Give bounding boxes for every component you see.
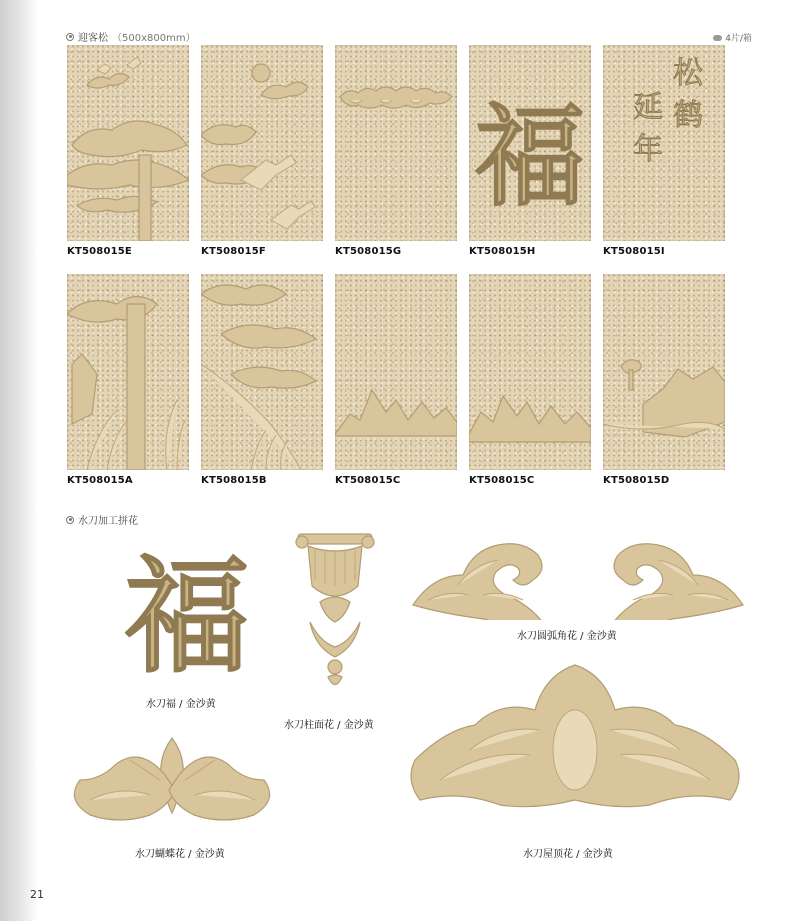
- box-icon: [713, 35, 722, 41]
- section-title: 迎客松: [78, 33, 108, 44]
- tile-code-a: KT508015A: [67, 475, 133, 486]
- ornament-corner: [408, 515, 748, 620]
- tile-c2: [469, 274, 591, 470]
- caption-roof: 水刀屋顶花 / 金沙黄: [523, 849, 613, 860]
- bullet-icon: [66, 516, 74, 524]
- tile-i: [603, 45, 725, 241]
- tile-code-f: KT508015F: [201, 246, 266, 257]
- ornament-fu: [125, 535, 250, 685]
- tile-code-h: KT508015H: [469, 246, 536, 257]
- ornament-roof: [400, 660, 750, 825]
- tile-i-glyph-2: 鹤: [673, 98, 703, 133]
- tile-d: [603, 274, 725, 470]
- tile-f: [201, 45, 323, 241]
- tile-i-glyph-1: 松: [673, 56, 703, 91]
- tile-b: [201, 274, 323, 470]
- tile-i-glyph-3: 延: [633, 90, 663, 125]
- tile-h-glyph: 福: [475, 92, 585, 221]
- section-size: （500x800mm）: [112, 33, 196, 44]
- bullet-icon: [66, 33, 74, 41]
- ornament-fu-glyph: 福: [125, 544, 250, 685]
- section-header-waterjet: [66, 512, 138, 527]
- tile-code-b: KT508015B: [201, 475, 267, 486]
- caption-column: 水刀柱面花 / 金沙黄: [284, 720, 374, 731]
- ornament-butterfly: [70, 730, 275, 835]
- caption-corner: 水刀圆弧角花 / 金沙黄: [517, 631, 617, 642]
- caption-butterfly: 水刀蝴蝶花 / 金沙黄: [135, 849, 225, 860]
- tile-h: [469, 45, 591, 241]
- tile-g: [335, 45, 457, 241]
- tile-code-g: KT508015G: [335, 246, 402, 257]
- section-title: 水刀加工拼花: [78, 516, 138, 527]
- tile-code-c1: KT508015C: [335, 475, 401, 486]
- pack-info: [713, 31, 752, 44]
- page-number: 21: [30, 888, 44, 901]
- page-binding-shadow: [0, 0, 38, 921]
- tile-code-e: KT508015E: [67, 246, 132, 257]
- tile-code-i: KT508015I: [603, 246, 665, 257]
- tile-a: [67, 274, 189, 470]
- tile-code-d: KT508015D: [603, 475, 670, 486]
- section-header-yingkesong: [66, 29, 196, 44]
- pack-text: 4片/箱: [725, 34, 752, 44]
- tile-code-c2: KT508015C: [469, 475, 535, 486]
- caption-fu: 水刀福 / 金沙黄: [146, 699, 216, 710]
- ornament-column: [290, 532, 380, 697]
- tile-e: [67, 45, 189, 241]
- tile-i-glyph-4: 年: [633, 132, 663, 167]
- tile-c1: [335, 274, 457, 470]
